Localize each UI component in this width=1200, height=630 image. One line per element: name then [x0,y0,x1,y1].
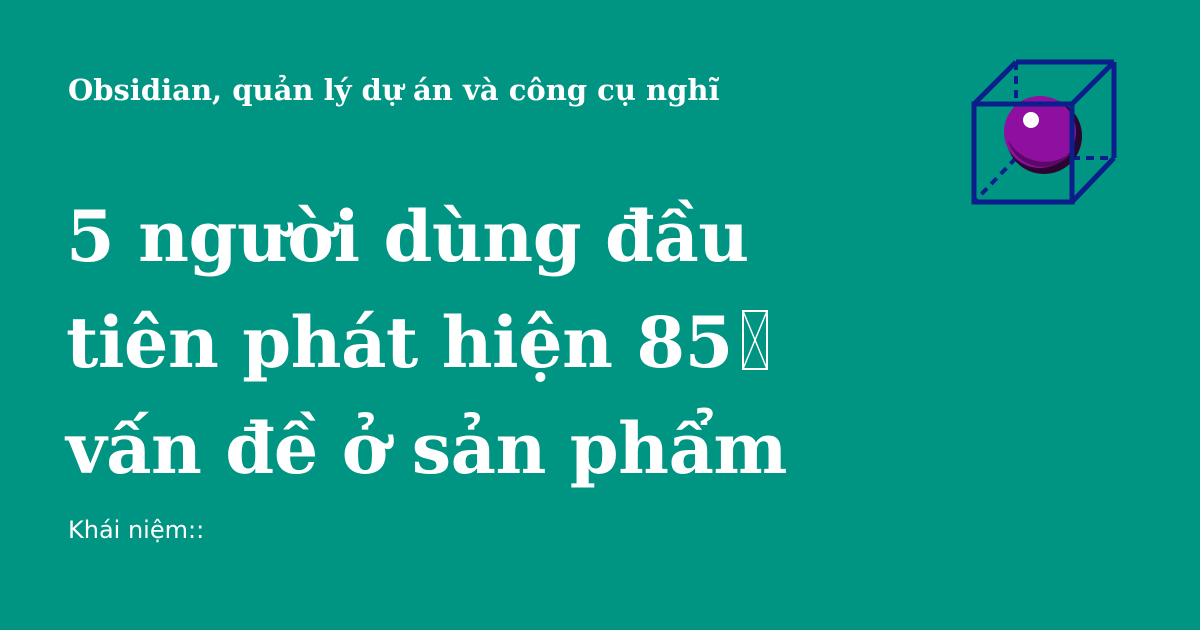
concept-label: Khái niệm:: [68,516,205,544]
cube-with-sphere-icon [968,56,1120,208]
site-title: Obsidian, quản lý dự án và công cụ nghĩ [68,73,720,107]
headline-line-2-text: tiên phát hiện 85 [66,301,733,384]
headline-line-3: vấn đề ở sản phẩm [66,407,787,490]
headline-line-2 [66,290,946,396]
missing-glyph-box-icon [737,307,773,373]
headline-line-1: 5 người dùng đầu [66,195,749,278]
headline [66,184,946,502]
